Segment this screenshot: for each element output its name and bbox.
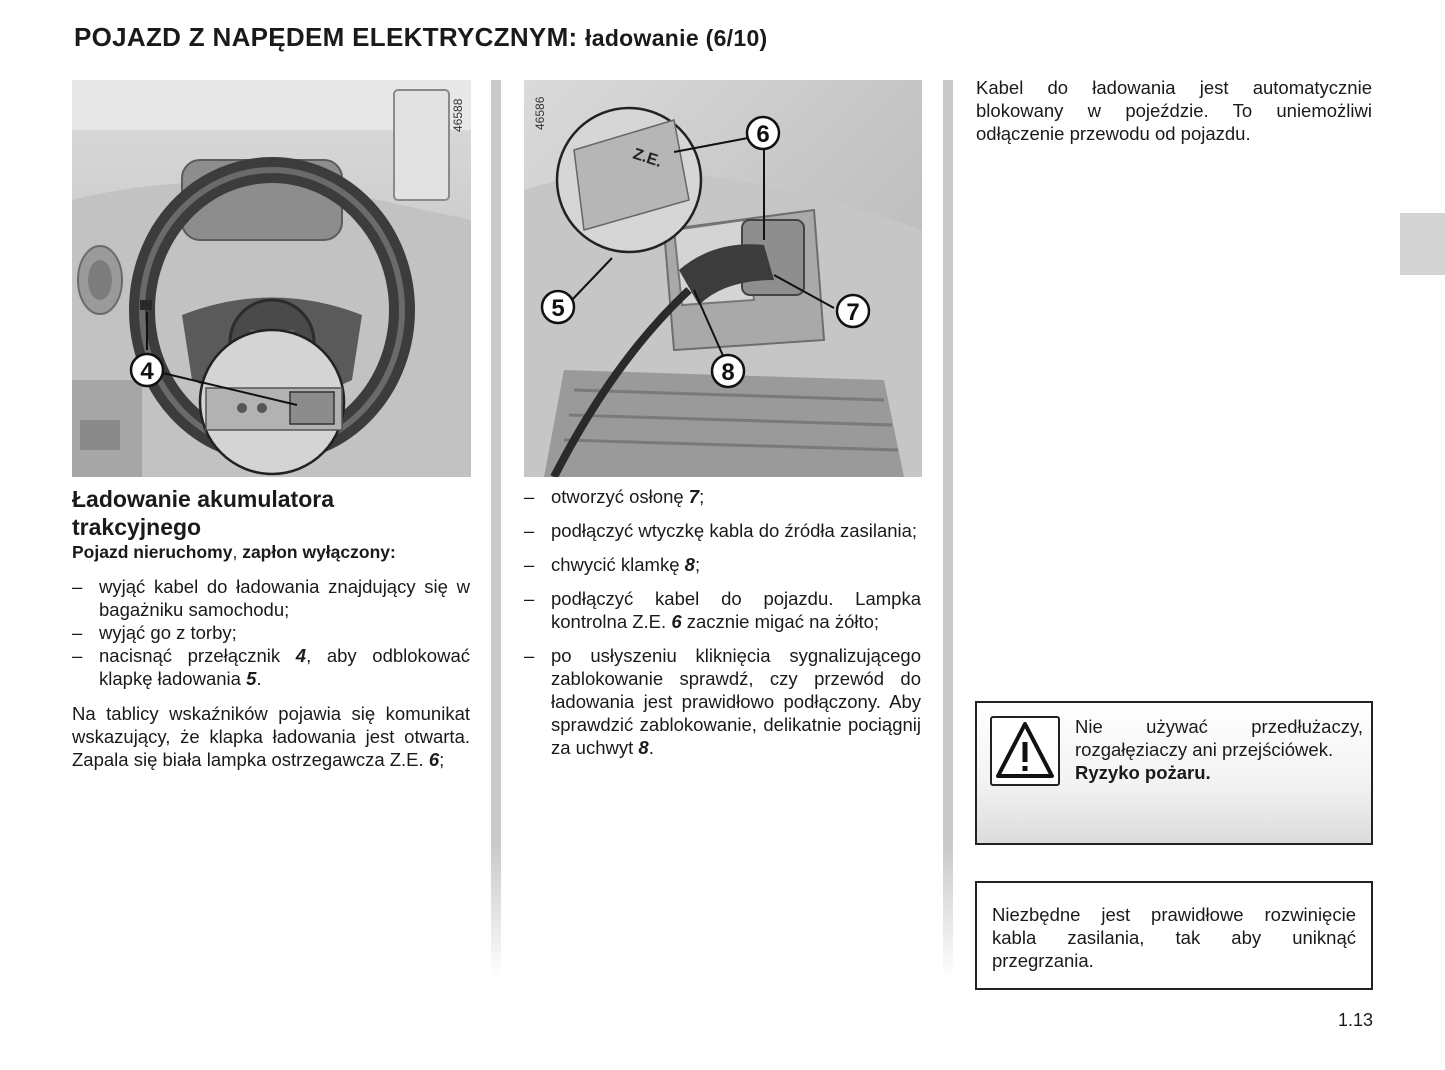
callout-6 [747,117,779,149]
warning-box [975,701,1373,845]
step-ref: 5 [246,668,257,689]
callout-7 [837,295,869,327]
warning-message: Nie używać przedłużaczy, rozgałęziaczy ani przejściówek. [1075,716,1363,760]
charging-port-illustration [524,80,922,477]
warning-text [1075,715,1363,784]
callout-4-label: 4 [140,358,154,385]
figure-code-left: 46588 [451,98,465,132]
step-text: chwycić klamkę [551,554,685,575]
step-text: otworzyć osłonę [551,486,689,507]
info-paragraph [72,702,470,771]
section-tab-marker [1400,213,1445,275]
left-column [72,485,470,771]
left-steps-list [72,575,470,690]
callout-4 [131,354,163,386]
middle-steps-list [524,485,921,759]
list-item [524,519,921,542]
warning-emphasis: Ryzyko pożaru. [1075,762,1211,783]
dashboard-illustration [72,80,471,477]
callout-5-label: 5 [551,295,565,322]
list-item [524,644,921,759]
figure-code-middle: 46586 [533,96,547,130]
warning-icon [990,716,1060,786]
step-text: podłączyć wtyczkę kabla do źródła zasilania; [551,520,918,541]
para-end: ; [439,749,445,770]
section-heading-line2: trakcyjnego [72,514,202,540]
step-text: ; [699,486,705,507]
step-text: podłączyć kabel do pojazdu. Lampka kontrolna Z.E. [551,588,921,632]
list-item [72,621,470,644]
para-text: Na tablicy wskaźników pojawia się komunikat wskazujący, że klapka ładowania jest otwarta. Zapala się biała lampka ostrzegawcza Z.E. [72,703,470,770]
step-ref: 6 [671,611,682,632]
step-text: ; [694,554,701,575]
callout-8-label: 8 [721,359,735,386]
condition-sep: , [232,542,243,562]
section-heading-line1: Ładowanie akumulatora [72,486,335,512]
page-title-sub: ładowanie (6/10) [585,25,768,51]
step-text: . [256,668,262,689]
intro-paragraph: Kabel do ładowania jest automatycznie blokowany w pojeździe. To uniemożliwi odłączenie przewodu od pojazdu. [976,77,1372,144]
callout-8 [712,355,744,387]
step-ref: 7 [688,486,700,507]
page-title-main: POJAZD Z NAPĘDEM ELEKTRYCZNYM: [74,22,578,52]
step-text: zacznie migać na żółto; [681,611,880,632]
step-text: po usłyszeniu kliknięcia sygnalizującego zablokowanie sprawdź, czy przewód do ładowania jest prawidłowo podłączony. Aby sprawdzić zablokowanie, delikatnie pociągnij za uchwyt [551,645,921,758]
note-text: Niezbędne jest prawidłowe rozwinięcie kabla zasilania, tak aby uniknąć przegrzania. [992,904,1356,971]
list-item [72,575,470,621]
list-item [524,553,921,576]
step-ref: 8 [638,737,649,758]
note-box [975,881,1373,990]
condition-b: zapłon wyłączony: [242,542,396,562]
step-ref: 8 [684,554,695,575]
condition-subheading [72,541,470,563]
para-ref: 6 [428,749,440,770]
column-divider-left [491,80,501,980]
step-text: nacisnąć przełącznik [99,645,296,666]
section-heading [72,485,470,541]
callout-6-label: 6 [756,121,770,148]
step-text: . [648,737,654,758]
middle-column [524,485,921,759]
callout-7-label: 7 [846,299,860,326]
step-text: , aby odblokować klapkę ładowania [99,645,470,689]
condition-a: Pojazd nieruchomy [72,542,233,562]
callout-5 [542,291,574,323]
page-title [74,22,768,53]
step-text: wyjąć go z torby; [99,622,237,643]
list-item [524,485,921,508]
list-item [524,587,921,633]
column-divider-right [943,80,953,980]
right-intro [976,76,1372,145]
step-ref: 4 [295,645,307,666]
list-item [72,644,470,690]
page-number: 1.13 [1337,1010,1373,1030]
step-text: wyjąć kabel do ładowania znajdujący się w bagażniku samochodu; [99,576,470,620]
ze-label: Z.E. [630,145,664,171]
